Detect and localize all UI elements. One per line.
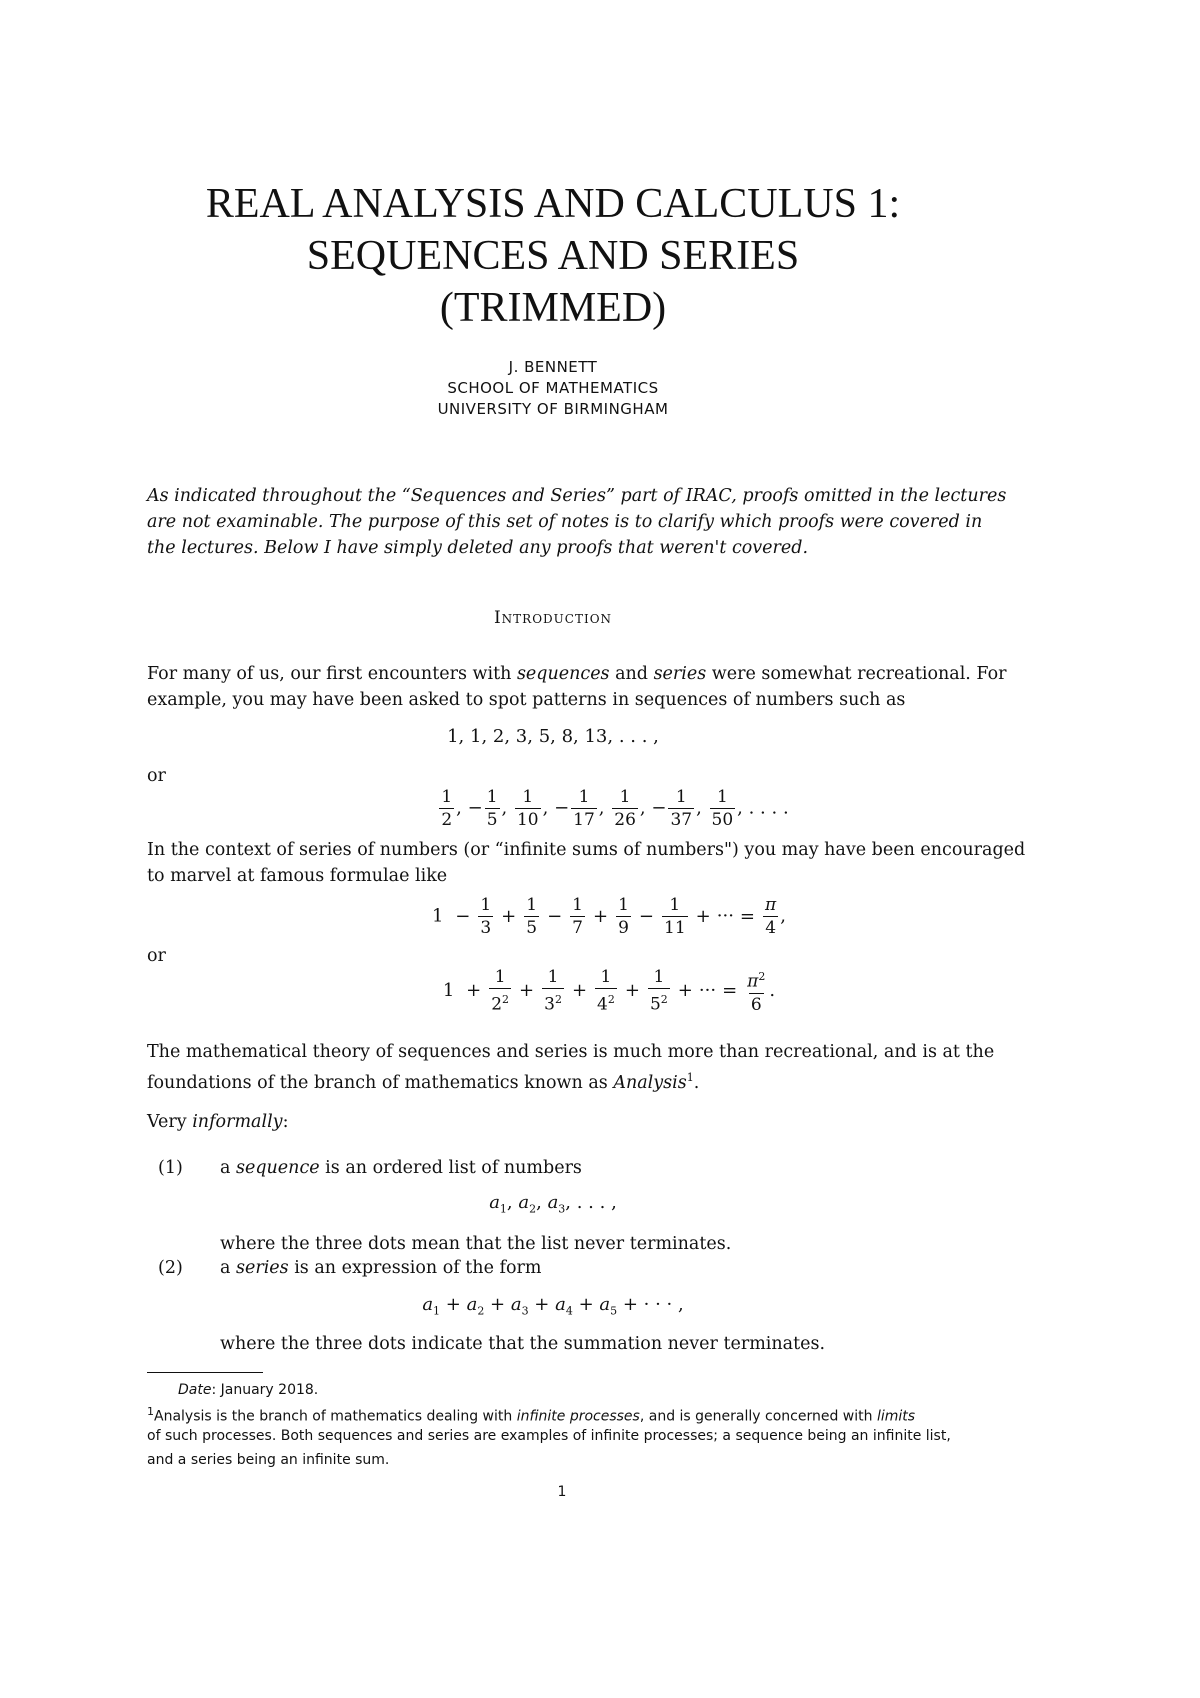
- abstract-line-1: As indicated throughout the “Sequences and Series” part of IRAC, proofs omitted in the lectures: [147, 486, 1007, 506]
- date-value: : January 2018.: [211, 1382, 319, 1398]
- intro-paragraph-2-line-1: In the context of series of numbers (or “infinite sums of numbers") you may have been encouraged: [147, 840, 1026, 860]
- text-span: is an ordered list of numbers: [319, 1158, 582, 1178]
- term-informally: informally: [192, 1112, 283, 1132]
- term-infinite-processes: infinite processes: [516, 1408, 640, 1425]
- fraction: $\frac{\pi}{4}$: [765, 895, 777, 938]
- title-line-2: SEQUENCES AND SERIES: [306, 233, 800, 279]
- title-line-3: (TRIMMED): [439, 285, 667, 331]
- footnote-1-line-3: and a series being an infinite sum.: [147, 1452, 390, 1468]
- term-limits: limits: [876, 1408, 916, 1425]
- text-span: :: [282, 1112, 289, 1132]
- date-label: Date: [178, 1382, 212, 1398]
- list-item-1-after: where the three dots mean that the list never terminates.: [220, 1234, 732, 1254]
- or-word-1: or: [147, 766, 166, 786]
- or-word-2: or: [147, 946, 166, 966]
- fraction: $\frac{1}{11}$: [664, 895, 686, 938]
- author-name: J. BENNETT: [508, 358, 598, 376]
- text-span: were somewhat recreational. For: [706, 664, 1007, 684]
- fraction: $\frac{1}{10}$: [516, 787, 539, 830]
- fraction: $\frac{1}{7}$: [572, 895, 583, 938]
- fraction: $\frac{1}{4^2}$: [597, 967, 615, 1015]
- text-span: For many of us, our first encounters with: [147, 664, 517, 684]
- list-item-2: [158, 1254, 1073, 1282]
- section-heading: Introduction: [493, 608, 613, 628]
- term-series: series: [653, 664, 707, 684]
- term-sequence: sequence: [236, 1158, 320, 1178]
- list-item-2-after: where the three dots indicate that the summation never terminates.: [220, 1334, 826, 1354]
- footnote-mark: 1: [147, 1405, 154, 1418]
- text-span: is an expression of the form: [288, 1258, 542, 1278]
- fraction: $\frac{1}{26}$: [614, 787, 636, 830]
- list-item-1: [158, 1154, 1073, 1182]
- fraction: $\frac{1}{2}$: [441, 787, 453, 830]
- term-analysis: Analysis: [613, 1072, 687, 1093]
- author-university: UNIVERSITY OF BIRMINGHAM: [437, 400, 669, 418]
- fraction: $\frac{1}{3}$: [480, 895, 492, 938]
- abstract-line-3: the lectures. Below I have simply deleted any proofs that weren't covered.: [147, 538, 809, 558]
- text-span: a: [220, 1258, 236, 1278]
- text-span: a: [220, 1158, 236, 1178]
- page-number: 1: [557, 1484, 567, 1500]
- basel-formula: 1 + $\frac{1}{2^2}$ + $\frac{1}{3^2}$ + $\frac{1}{4^2}$ + $\frac{1}{5^2}$ + ··· = $\frac{\pi^2}{6}$ .: [442, 967, 776, 1015]
- footnote-date: [178, 1378, 1078, 1402]
- intro-paragraph-3-line-1: The mathematical theory of sequences and series is much more than recreational, and is at the: [147, 1042, 995, 1062]
- series-expression: $a_1 + a_2 + a_3 + a_4 + a_5$ + · · · ,: [422, 1294, 684, 1318]
- list-item-label: (1): [158, 1158, 183, 1178]
- author-school: SCHOOL OF MATHEMATICS: [447, 379, 659, 397]
- intro-paragraph-3-line-2: foundations of the branch of mathematics known as Analysis$^1$.: [147, 1071, 700, 1093]
- list-item-label: (2): [158, 1258, 183, 1278]
- fraction: $\frac{1}{5^2}$: [649, 967, 668, 1015]
- very-informally-line: [147, 1108, 1062, 1136]
- footnote-rule: [147, 1372, 263, 1373]
- text-span: Very: [147, 1112, 193, 1132]
- title-line-1: REAL ANALYSIS AND CALCULUS 1:: [205, 181, 901, 227]
- fraction: $\frac{1}{2^2}$: [491, 967, 510, 1015]
- leibniz-formula: 1 − $\frac{1}{3}$ + $\frac{1}{5}$ − $\frac{1}{7}$ + $\frac{1}{9}$ − $\frac{1}{11}$ + ··· = $\frac{\pi}{4}$ ,: [432, 895, 786, 938]
- fraction: $\frac{1}{5}$: [486, 787, 498, 830]
- abstract-line-2: are not examinable. The purpose of this set of notes is to clarify which proofs were covered in: [147, 512, 983, 532]
- text-span: , and is generally concerned with: [639, 1408, 877, 1425]
- sequence-expression: $a_1$, $a_2$, $a_3$, . . . ,: [489, 1192, 617, 1216]
- term-sequences: sequences: [516, 664, 610, 684]
- text-span: foundations of the branch of mathematics known as: [147, 1072, 614, 1093]
- term-series-def: series: [236, 1258, 289, 1278]
- fraction: $\frac{1}{5}$: [526, 895, 538, 938]
- fibonacci-sequence: 1, 1, 2, 3, 5, 8, 13, . . . ,: [447, 726, 659, 747]
- fraction: $\frac{1}{37}$: [670, 787, 693, 830]
- footnote-1-line-2: of such processes. Both sequences and series are examples of infinite processes; a sequence being an infinite list,: [147, 1428, 951, 1444]
- fraction: $\frac{1}{50}$: [711, 787, 734, 830]
- fraction: $\frac{1}{3^2}$: [544, 967, 562, 1015]
- fraction-sequence: $\frac{1}{2}$ , − $\frac{1}{5}$ , $\frac{1}{10}$ , − $\frac{1}{17}$ , $\frac{1}{26}$ , − $\frac{1}{37}$ , $\frac{1}{50}$ , . . . .: [441, 787, 789, 830]
- fraction: $\frac{1}{17}$: [573, 787, 595, 830]
- footnote-marker: 1: [686, 1071, 694, 1084]
- intro-paragraph-1-line-2: example, you may have been asked to spot patterns in sequences of numbers such as: [147, 690, 906, 710]
- fraction: $\frac{\pi^2}{6}$: [747, 970, 766, 1015]
- text-span: and: [609, 664, 654, 684]
- intro-paragraph-2-line-2: to marvel at famous formulae like: [147, 866, 448, 886]
- fraction: $\frac{1}{9}$: [618, 895, 629, 938]
- text-span: Analysis is the branch of mathematics dealing with: [154, 1408, 517, 1425]
- intro-paragraph-1-line-1: [147, 660, 1062, 688]
